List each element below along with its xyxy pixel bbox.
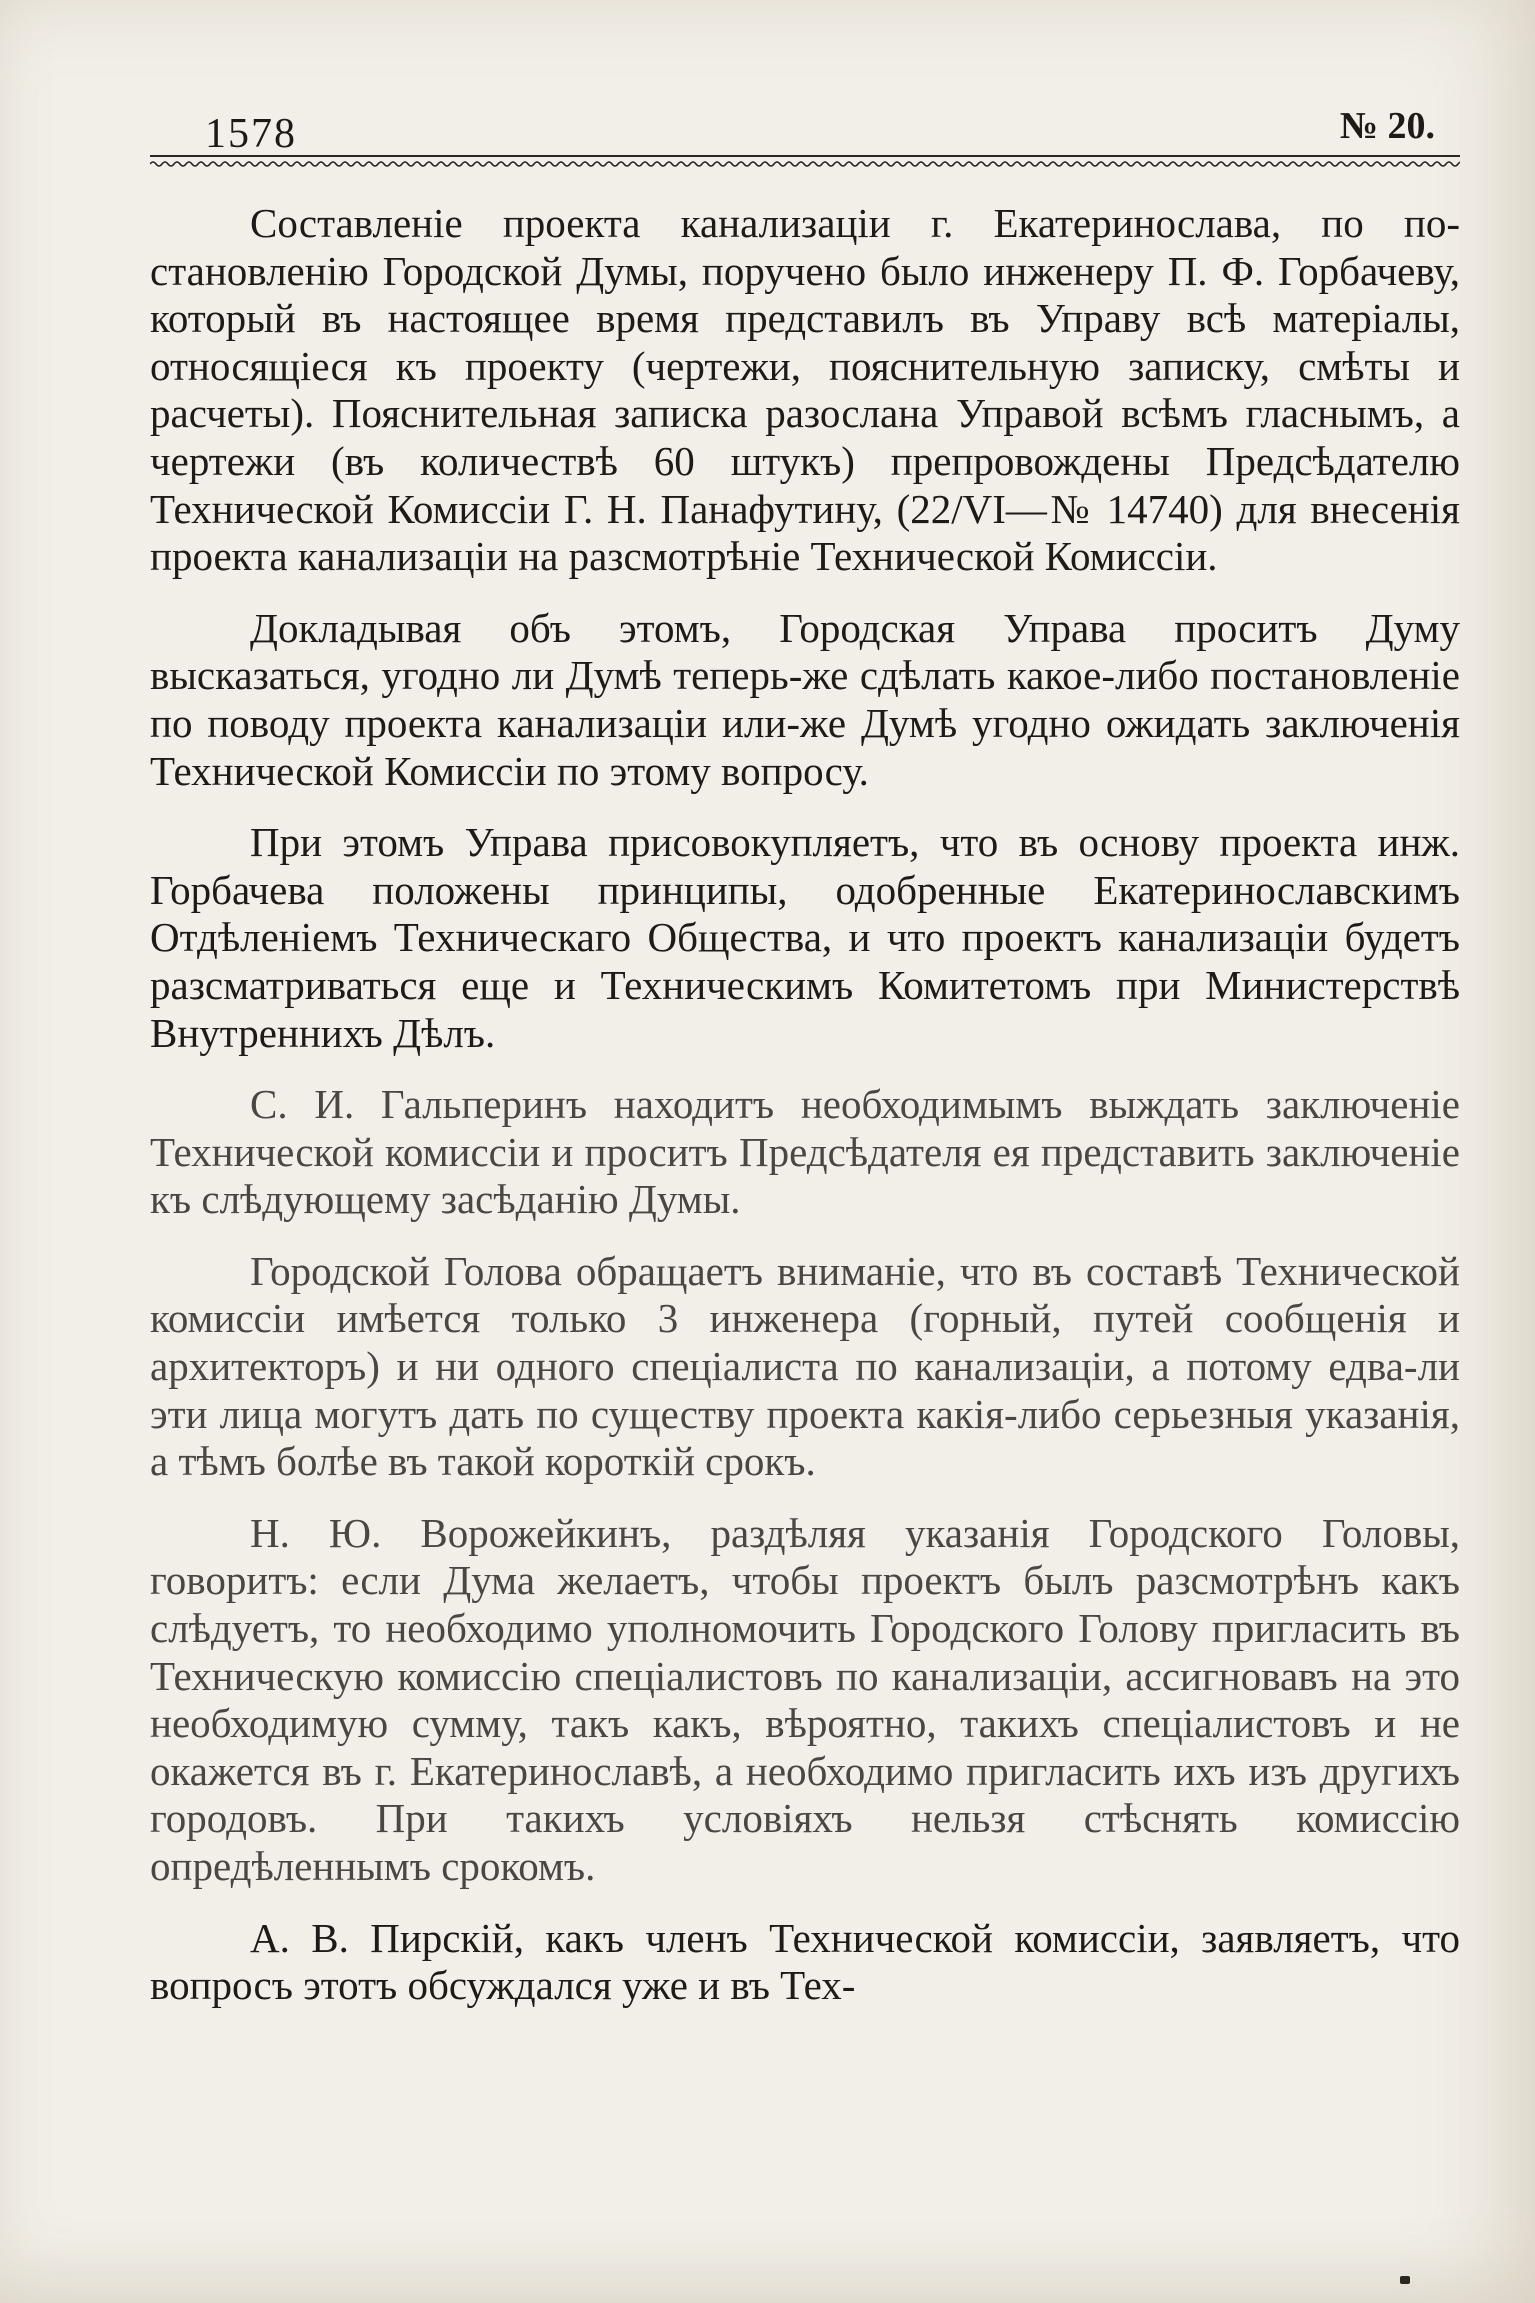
paragraph-6: Н. Ю. Ворожейкинъ, раздѣляя указанія Городского Головы, говоритъ: если Дума желаетъ, чтобы проектъ былъ разсмотрѣнъ какъ слѣдуетъ, то необходимо уполномочить Городского Голову пригласить въ Техническую комиссію спеціалистовъ по канализаціи, ассигновавъ на это необходимую сумму, такъ какъ, вѣроятно, такихъ спеціалистовъ и не окажется въ г. Екатеринославѣ, а необходимо пригласить ихъ изъ другихъ городовъ. При такихъ условіяхъ нельзя стѣснять комиссію опредѣленнымъ срокомъ. [150,1509,1460,1889]
paragraph-2: Докладывая объ этомъ, Городская Управа проситъ Думу высказаться, угодно ли Думѣ теперь-же сдѣлать какое-либо постановленіе по поводу проекта канализаціи или-же Думѣ угодно ожидать заключенія Технической Комиссіи по этому вопросу. [150,604,1460,794]
issue-number: № 20. [1339,105,1435,147]
page-number: 1578 [205,111,297,157]
paragraph-3: При этомъ Управа присовокупляетъ, что въ основу проекта инж. Горбачева положены принципы, одобренные Екатеринославскимъ Отдѣленіемъ Техническаго Общества, и что проектъ канализаціи будетъ разсматриваться еще и Техническимъ Комитетомъ при Министерствѣ Внутреннихъ Дѣлъ. [150,819,1460,1056]
paragraph-4: С. И. Гальперинъ находитъ необходимымъ выждать заключеніе Технической комиссіи и проситъ Предсѣдателя ея представить заключеніе къ слѣдующему засѣданію Думы. [150,1081,1460,1223]
paragraph-1: Составленіе проекта канализаціи г. Екатеринослава, по постановленію Городской Думы, поручено было инженеру П. Ф. Горбачеву, который въ настоящее время представилъ въ Управу всѣ матеріалы, относящіеся къ проекту (чертежи, пояснительную записку, смѣты и расчеты). Пояснительная записка разослана Управой всѣмъ гласнымъ, а чертежи (въ количествѣ 60 штукъ) препровождены Предсѣдателю Технической Комиссіи Г. Н. Панафутину, (22/VI—№ 14740) для внесенія проекта канализаціи на разсмотрѣніе Технической Комиссіи. [150,200,1460,580]
paragraph-5: Городской Голова обращаетъ вниманіе, что въ составѣ Технической комиссіи имѣется только 3 инженера (горный, путей сообщенія и архитекторъ) и ни одного спеціалиста по канализаціи, а потому едва-ли эти лица могутъ дать по существу проекта какія-либо серьезныя указанія, а тѣмъ болѣе въ такой короткій срокъ. [150,1247,1460,1485]
header-wavy-rule [150,152,1460,172]
ink-speck [1400,2276,1410,2284]
body-text [150,200,1460,2034]
page-header [150,100,1460,157]
paragraph-7: А. В. Пирскій, какъ членъ Технической комиссіи, заявляетъ, что вопросъ этотъ обсуждался уже и въ Тех- [150,1914,1460,2009]
